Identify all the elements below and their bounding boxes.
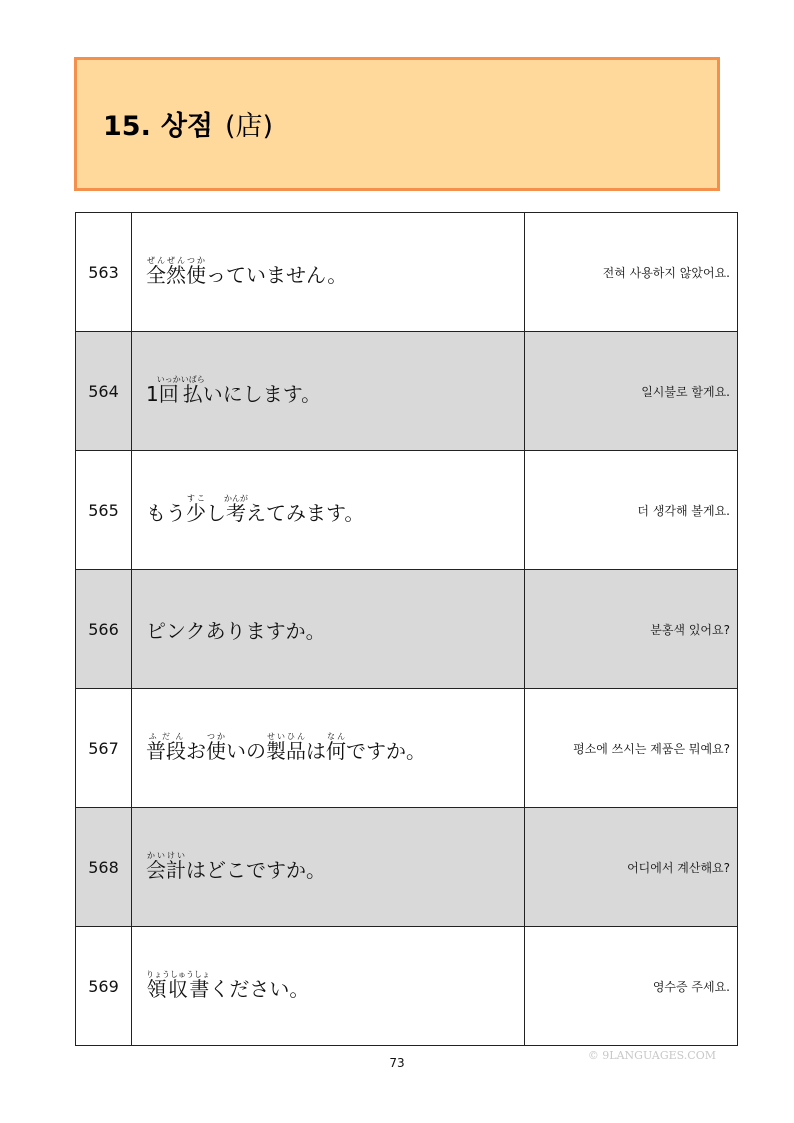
phrase-number: 567 — [76, 689, 132, 808]
kanji-text: 全然 — [146, 263, 186, 287]
korean-translation: 일시불로 할게요. — [525, 332, 738, 451]
kanji-text: 普段 — [146, 739, 186, 763]
furigana-reading: ぜんぜん — [146, 256, 186, 265]
phrase-row — [76, 570, 738, 689]
kanji-with-reading — [146, 851, 186, 882]
kana-text: はどこですか。 — [186, 858, 326, 882]
kanji-text: 使 — [206, 739, 226, 763]
korean-translation: 분홍색 있어요? — [525, 570, 738, 689]
phrase-number: 564 — [76, 332, 132, 451]
kanji-text: 製品 — [266, 739, 306, 763]
kana-text: えてみます。 — [246, 501, 365, 525]
japanese-phrase — [132, 689, 525, 808]
kanji-with-reading — [266, 732, 306, 763]
kanji-with-reading — [326, 732, 346, 763]
kanji-text: 領収書 — [146, 977, 210, 1001]
kanji-text: 考 — [224, 501, 248, 525]
furigana-reading: つか — [206, 732, 226, 741]
furigana-reading: ふだん — [146, 732, 186, 741]
kanji-with-reading — [224, 494, 248, 525]
korean-translation: 평소에 쓰시는 제품은 뭐예요? — [525, 689, 738, 808]
phrase-row — [76, 332, 738, 451]
copyright-notice: © 9LANGUAGES.COM — [587, 1049, 716, 1062]
phrase-row — [76, 927, 738, 1046]
furigana-reading: つか — [186, 256, 206, 265]
phrase-number: 568 — [76, 808, 132, 927]
chapter-title-japanese: (店) — [225, 111, 274, 142]
kanji-text: 使 — [186, 263, 206, 287]
kanji-with-reading — [206, 732, 226, 763]
phrase-row — [76, 689, 738, 808]
kanji-with-reading — [156, 375, 205, 406]
korean-translation: 더 생각해 볼게요. — [525, 451, 738, 570]
kanji-text: 回払 — [156, 382, 205, 406]
chapter-title-korean: 상점 — [160, 111, 214, 142]
furigana-reading: なん — [326, 732, 346, 741]
chapter-title — [103, 104, 273, 143]
furigana-reading: かいけい — [146, 851, 186, 860]
phrase-row — [76, 451, 738, 570]
kanji-text: 少 — [186, 501, 206, 525]
phrase-number: 566 — [76, 570, 132, 689]
kana-text: お — [186, 739, 206, 763]
furigana-reading: すこ — [186, 494, 206, 503]
japanese-phrase — [132, 213, 525, 332]
kana-text: ください。 — [209, 977, 310, 1001]
korean-translation: 어디에서 계산해요? — [525, 808, 738, 927]
korean-translation: 영수증 주세요. — [525, 927, 738, 1046]
phrase-table-body — [76, 213, 738, 1046]
furigana-reading: かんが — [224, 494, 248, 503]
kana-text: は — [306, 739, 326, 763]
kana-text: もう — [146, 501, 186, 525]
korean-translation: 전혀 사용하지 않았어요. — [525, 213, 738, 332]
kanji-text: 何 — [326, 739, 346, 763]
japanese-phrase — [132, 808, 525, 927]
phrase-number: 565 — [76, 451, 132, 570]
furigana-reading: いっかいばら — [156, 375, 205, 384]
phrase-row — [76, 808, 738, 927]
kanji-with-reading — [146, 256, 186, 287]
kanji-with-reading — [186, 494, 206, 525]
furigana-reading: せいひん — [266, 732, 306, 741]
page-number: 73 — [389, 1056, 405, 1070]
kana-text: ピンクありますか。 — [146, 618, 326, 643]
chapter-number: 15. — [103, 111, 151, 142]
japanese-phrase — [132, 927, 525, 1046]
kanji-text: 会計 — [146, 858, 186, 882]
kana-text: ですか。 — [346, 739, 426, 763]
kana-text: いにします。 — [202, 382, 322, 406]
japanese-phrase — [132, 570, 525, 689]
phrase-row — [76, 213, 738, 332]
japanese-phrase — [132, 332, 525, 451]
kana-text: っていません。 — [206, 263, 348, 287]
kana-text: 1 — [146, 382, 159, 406]
kanji-with-reading — [146, 970, 210, 1001]
phrase-number: 563 — [76, 213, 132, 332]
kanji-with-reading — [186, 256, 206, 287]
furigana-reading: りょうしゅうしょ — [146, 970, 210, 979]
kana-text: いの — [226, 739, 266, 763]
phrase-table — [75, 212, 738, 1046]
japanese-phrase — [132, 451, 525, 570]
kanji-with-reading — [146, 732, 186, 763]
phrase-number: 569 — [76, 927, 132, 1046]
chapter-title-box — [74, 57, 720, 191]
kana-text: し — [206, 501, 226, 525]
